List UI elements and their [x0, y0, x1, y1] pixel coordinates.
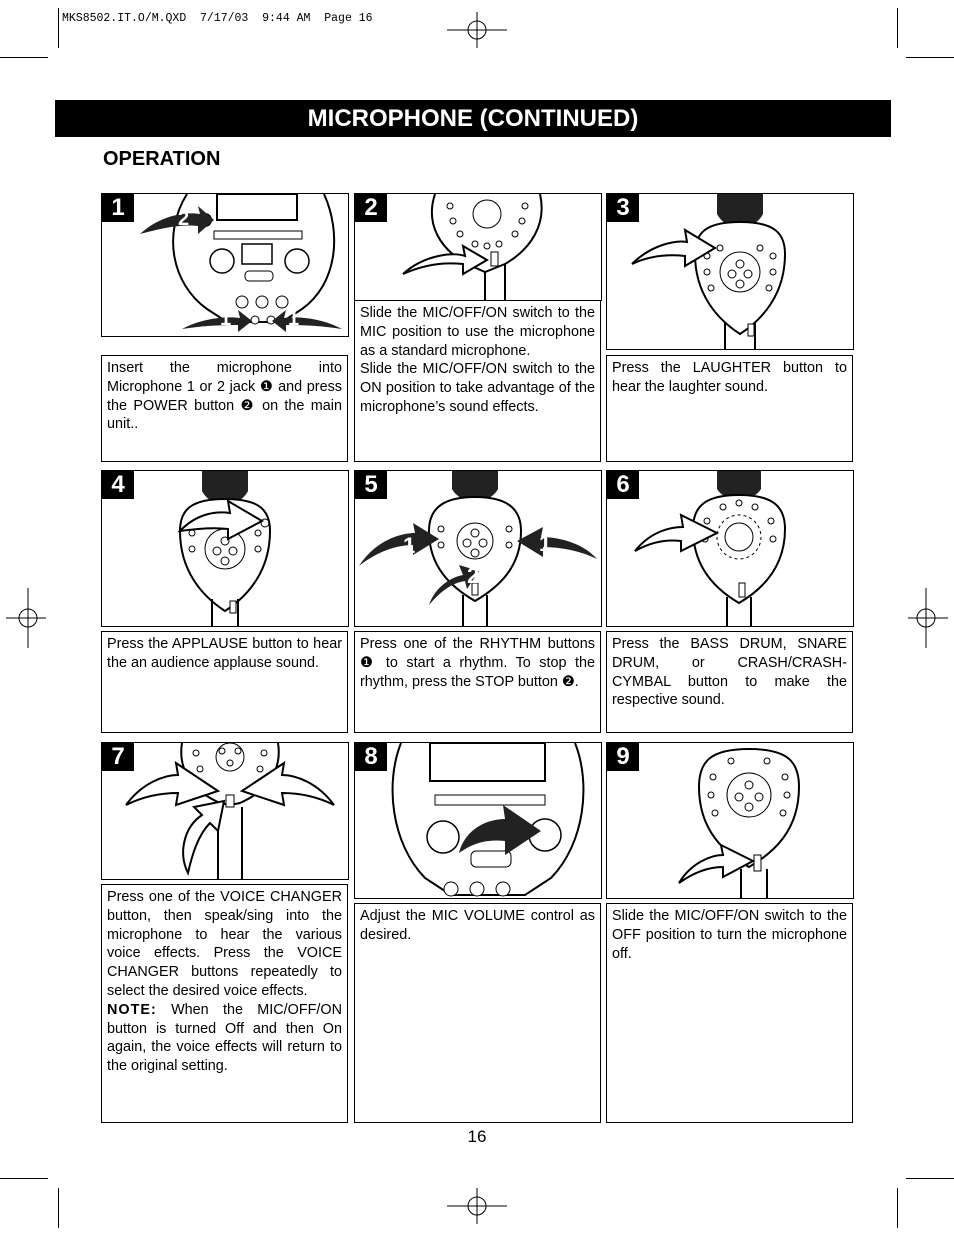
step-1-illustration	[101, 193, 349, 337]
step-6-text-box	[606, 631, 853, 733]
step-7-illustration	[101, 742, 349, 880]
step-5-text-box	[354, 631, 601, 733]
callout-number: 2	[467, 563, 480, 588]
step-5-illustration	[354, 470, 602, 627]
step-3-illustration	[606, 193, 854, 350]
microphone-drawing	[355, 194, 601, 300]
callout-number: 2	[178, 208, 190, 230]
karaoke-unit-drawing	[355, 743, 601, 898]
callout-number: 1	[403, 533, 416, 558]
step-2-number: 2	[355, 194, 387, 222]
registration-mark-bottom	[447, 1188, 507, 1224]
step-6-illustration	[606, 470, 854, 627]
note-label: NOTE:	[107, 1001, 157, 1018]
step-2-illustration	[354, 193, 602, 301]
crop-mark	[0, 1178, 48, 1179]
step-8-text: Adjust the MIC VOLUME control as desired.	[360, 908, 595, 943]
registration-mark-right	[908, 588, 948, 648]
step-7-number: 7	[102, 743, 134, 771]
section-heading: OPERATION	[103, 148, 221, 170]
step-1-number: 1	[102, 194, 134, 222]
step-7-text: Press one of the VOICE CHANGER button, then speak/sing into the microphone to hear the various voice effects. Press the VOICE CHANGER buttons repeatedly to select the desired voice effects.	[107, 889, 342, 999]
step-7-note	[107, 1001, 342, 1076]
step-3-text: Press the LAUGHTER button to hear the laughter sound.	[612, 360, 847, 395]
step-4-number: 4	[102, 471, 134, 499]
step-9-number: 9	[607, 743, 639, 771]
microphone-drawing	[607, 743, 853, 898]
step-6-number: 6	[607, 471, 639, 499]
step-1-text: Insert the microphone into Microphone 1 or 2 jack ❶ and press the POWER button ❷ on the main unit..	[107, 360, 342, 433]
microphone-drawing	[355, 471, 601, 626]
page-number: 16	[467, 1127, 487, 1146]
callout-number: 1	[288, 308, 300, 330]
step-2-text-box	[354, 300, 601, 462]
crop-mark	[897, 8, 898, 48]
step-1-text-box	[101, 355, 348, 462]
crop-mark	[58, 8, 59, 48]
step-8-illustration	[354, 742, 602, 899]
step-4-illustration	[101, 470, 349, 627]
step-9-text-box	[606, 903, 853, 1123]
callout-number: 1	[539, 531, 552, 556]
step-3-number: 3	[607, 194, 639, 222]
step-2-text: Slide the MIC/OFF/ON switch to the MIC position to use the microphone as a standard microphone.	[360, 305, 595, 359]
microphone-drawing	[607, 194, 853, 349]
registration-mark-top	[447, 12, 507, 48]
step-9-text: Slide the MIC/OFF/ON switch to the OFF position to turn the microphone off.	[612, 908, 847, 962]
step-8-number: 8	[355, 743, 387, 771]
step-4-text: Press the APPLAUSE button to hear the an audience applause sound.	[107, 636, 342, 671]
step-5-text: Press one of the RHYTHM buttons ❶ to start a rhythm. To stop the rhythm, press the STOP button ❷.	[360, 636, 595, 690]
registration-mark-left	[6, 588, 46, 648]
page-title: MICROPHONE (CONTINUED)	[55, 100, 891, 137]
step-8-text-box	[354, 903, 601, 1123]
step-2-text: Slide the MIC/OFF/ON switch to the ON position to take advantage of the microphone’s sound effects.	[360, 361, 595, 415]
crop-mark	[906, 1178, 954, 1179]
callout-number: 1	[220, 308, 232, 330]
crop-mark	[906, 57, 954, 58]
step-9-illustration	[606, 742, 854, 899]
microphone-drawing	[102, 743, 348, 879]
note-text: When the MIC/OFF/ON button is turned Off and then On again, the voice effects will return to the original setting.	[107, 1001, 342, 1075]
step-4-text-box	[101, 631, 348, 733]
crop-mark	[58, 1188, 59, 1228]
crop-mark	[897, 1188, 898, 1228]
microphone-drawing	[607, 471, 853, 626]
step-3-text-box	[606, 355, 853, 462]
crop-mark	[0, 57, 48, 58]
step-6-text: Press the BASS DRUM, SNARE DRUM, or CRASH/CRASH-CYMBAL button to make the respective sound.	[612, 636, 847, 709]
step-5-number: 5	[355, 471, 387, 499]
step-7-text-box	[101, 884, 348, 1123]
file-slug: MKS8502.IT.O/M.QXD 7/17/03 9:44 AM Page 16	[62, 12, 373, 25]
microphone-drawing	[102, 471, 348, 626]
